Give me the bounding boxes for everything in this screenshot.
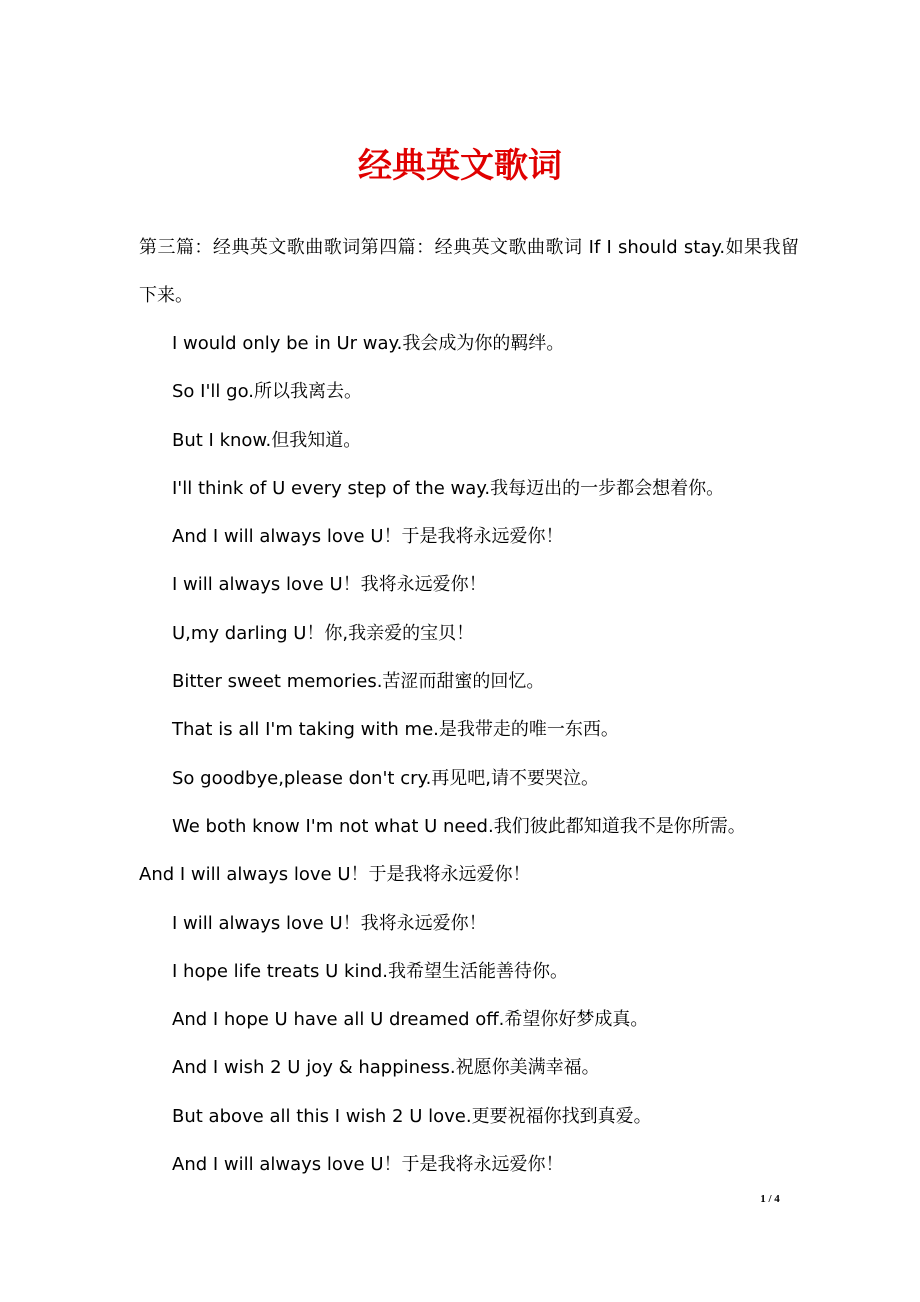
intro-paragraph: 第三篇：经典英文歌曲歌词第四篇：经典英文歌曲歌词 If I should stay.如果我留下来。 (139, 237, 799, 306)
lyric-line: I hope life treats U kind.我希望生活能善待你。 (172, 960, 569, 982)
lyric-line: And I will always love U！于是我将永远爱你！ (172, 526, 564, 548)
lyric-line: And I will always love U！于是我将永远爱你！ (172, 1154, 564, 1176)
document-title: 经典英文歌词 (358, 146, 562, 186)
lyrics-body (139, 224, 799, 1189)
lyric-line: I will always love U！我将永远爱你！ (172, 912, 487, 934)
page-number: 1 / 4 (760, 1193, 780, 1205)
lyric-line: So goodbye,please don't cry.再见吧,请不要哭泣。 (172, 767, 600, 789)
lyric-line: But above all this I wish 2 U love.更要祝福你找到真爱。 (172, 1105, 652, 1127)
lyric-line: And I will always love U！于是我将永远爱你！ (139, 864, 531, 886)
lyric-line: So I'll go.所以我离去。 (172, 381, 362, 403)
lyric-line: But I know.但我知道。 (172, 429, 362, 451)
lyric-line: Bitter sweet memories.苦涩而甜蜜的回忆。 (172, 671, 545, 693)
lyric-line: That is all I'm taking with me.是我带走的唯一东西。 (172, 719, 619, 741)
lyric-line: I would only be in Ur way.我会成为你的羁绊。 (172, 333, 565, 354)
lyric-line: We both know I'm not what U need.我们彼此都知道我不是你所需。 (172, 815, 746, 837)
lyric-line: And I wish 2 U joy & happiness.祝愿你美满幸福。 (172, 1057, 600, 1079)
lyric-line: I will always love U！我将永远爱你！ (172, 574, 487, 596)
lyric-line: And I hope U have all U dreamed off.希望你好梦成真。 (172, 1009, 649, 1031)
lyric-line: U,my darling U！你,我亲爱的宝贝！ (172, 622, 475, 644)
lyric-line: I'll think of U every step of the way.我每迈出的一步都会想着你。 (172, 477, 725, 499)
